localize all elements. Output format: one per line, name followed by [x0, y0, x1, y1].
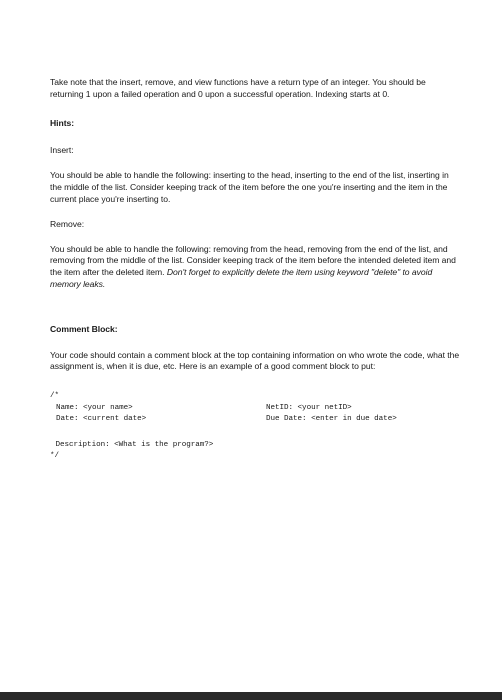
remove-label: Remove:: [50, 219, 85, 230]
comment-block-heading: Comment Block:: [50, 324, 118, 335]
code-name: Name: <your name>: [56, 403, 133, 412]
code-due-date: Due Date: <enter in due date>: [266, 415, 397, 424]
code-netid: NetID: <your netID>: [266, 403, 352, 412]
hints-heading: Hints:: [50, 118, 75, 129]
document-content: [50, 77, 462, 463]
remove-paragraph: [50, 244, 458, 290]
code-description: Description: <What is the program?>: [51, 440, 214, 449]
code-close: */: [50, 452, 60, 461]
code-row-date: [50, 414, 462, 426]
remove-italic-text: Don't forget to explicitly delete the item using keyword "delete" to avoid memory leaks.: [50, 266, 433, 289]
remove-text: You should be able to handle the following: removing from the head, removing from the end of the list, and removing from the middle of the list. Consider keeping track of the item before the intended deleted item and the item after the deleted item.: [50, 243, 456, 277]
comment-block-example: [50, 391, 462, 463]
insert-label: Insert:: [50, 144, 74, 155]
comment-block-paragraph: Your code should contain a comment block at the top containing information on who wrote the code, what the assignment is, when it is due, etc. Here is an example of a good comment block to put:: [50, 349, 460, 372]
insert-paragraph: You should be able to handle the following: inserting to the head, inserting to the end of the list, inserting in the middle of the list. Consider keeping track of the item before the one you're inserting and the item in the current place you're inserting to.: [50, 170, 449, 204]
code-row-name: [50, 403, 462, 415]
code-open: /*: [50, 391, 60, 400]
intro-paragraph: Take note that the insert, remove, and view functions have a return type of an integer. You should be returning 1 upon a failed operation and 0 upon a successful operation. Indexing starts at 0.: [50, 77, 426, 99]
code-date: Date: <current date>: [56, 415, 147, 424]
bottom-bar: [0, 692, 502, 700]
